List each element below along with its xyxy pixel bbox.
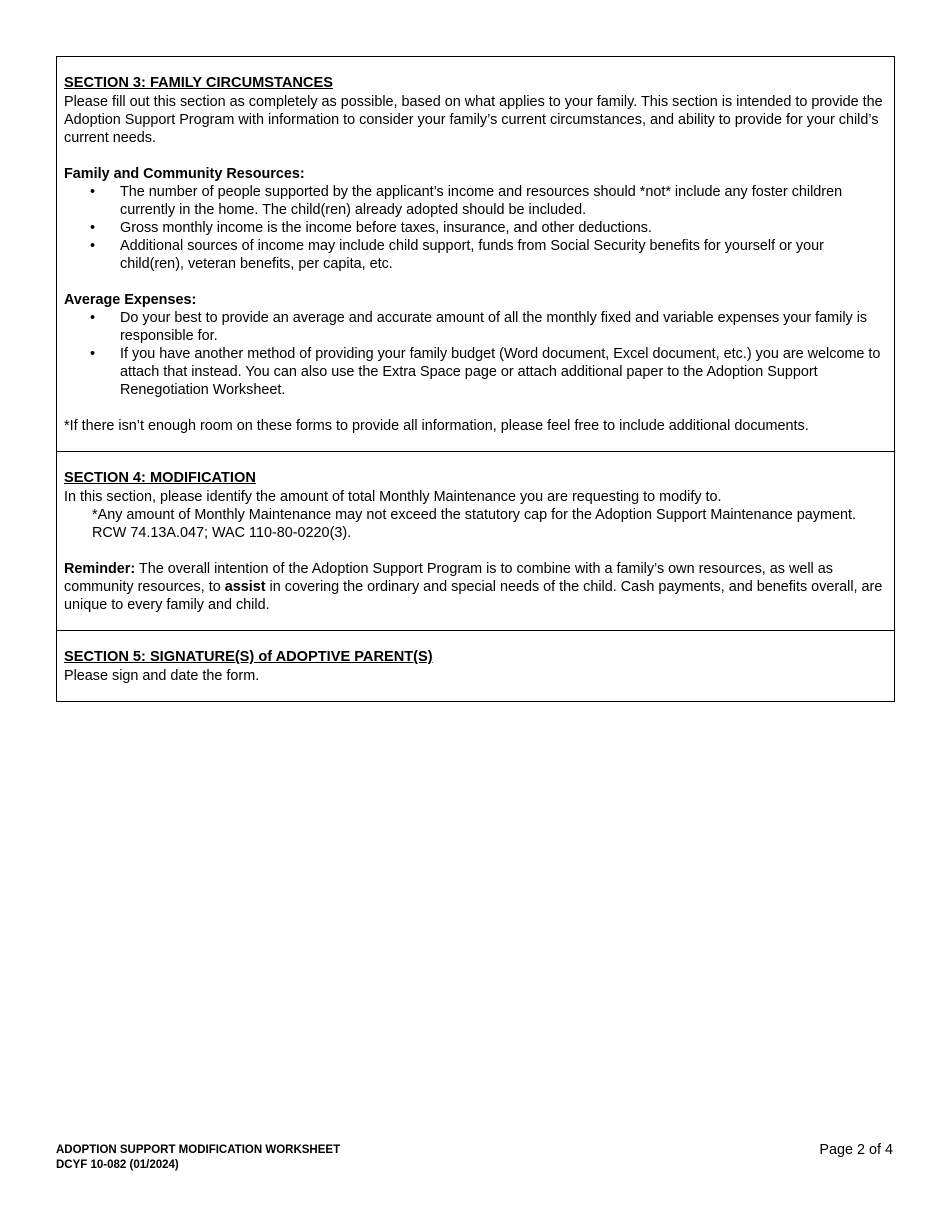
footer-form-title: ADOPTION SUPPORT MODIFICATION WORKSHEET: [56, 1144, 341, 1156]
section-5-heading: SECTION 5: SIGNATURE(S) of ADOPTIVE PARENT(S): [64, 649, 433, 665]
footer-form-info: [56, 1143, 340, 1173]
section-3-intro: Please fill out this section as completely as possible, based on what applies to your family. This section is intended to provide the Adoption Support Program with information to consider your family’s current circumstances, and ability to provide for your child’s current needs.: [64, 94, 883, 146]
list-item: • Gross monthly income is the income before taxes, insurance, and other deductions.: [64, 219, 887, 237]
section-3-heading: SECTION 3: FAMILY CIRCUMSTANCES: [64, 75, 333, 91]
section-4-heading: SECTION 4: MODIFICATION: [64, 470, 256, 486]
list-item: • If you have another method of providing your family budget (Word document, Excel document, etc.) you are welcome to attach that instead. You can also use the Extra Space page or attach additional paper to the Adoption Support Renegotiation Worksheet.: [64, 345, 887, 399]
section-5-text: Please sign and date the form.: [64, 668, 260, 684]
section-3: [57, 57, 894, 451]
reminder: [64, 560, 887, 614]
form-frame: [56, 56, 895, 702]
cap-note: *Any amount of Monthly Maintenance may not exceed the statutory cap for the Adoption Support Maintenance payment. RCW 74.13A.047; WAC 110-80-0220(3).: [92, 507, 856, 541]
expenses-list: [64, 309, 887, 399]
reminder-text-1: The overall intention of the Adoption Support Program is to combine with a family’s own resources, as well as community resources, to: [64, 561, 833, 595]
list-item: • Additional sources of income may include child support, funds from Social Security benefits for yourself or your child(ren), veteran benefits, per capita, etc.: [64, 237, 887, 273]
reminder-emphasis: assist: [224, 579, 266, 595]
section-4: [57, 451, 894, 630]
section-3-note: *If there isn’t enough room on these forms to provide all information, please feel free to include additional documents.: [64, 418, 809, 434]
list-item: • The number of people supported by the applicant’s income and resources should *not* include any foster children currently in the home. The child(ren) already adopted should be included.: [64, 183, 887, 219]
expenses-heading: Average Expenses:: [64, 292, 197, 308]
section-5: [57, 630, 894, 701]
reminder-text-2: in covering the ordinary and special needs of the child. Cash payments, and benefits overall, are unique to every family and child.: [64, 579, 883, 613]
resources-heading: Family and Community Resources:: [64, 166, 305, 182]
footer-form-id: DCYF 10-082 (01/2024): [56, 1159, 179, 1171]
section-4-intro: In this section, please identify the amount of total Monthly Maintenance you are requesting to modify to.: [64, 489, 722, 505]
resources-list: [64, 183, 887, 273]
reminder-label: Reminder:: [64, 561, 136, 577]
list-item: • Do your best to provide an average and accurate amount of all the monthly fixed and variable expenses your family is responsible for.: [64, 309, 887, 345]
page-number: Page 2 of 4: [819, 1142, 893, 1158]
